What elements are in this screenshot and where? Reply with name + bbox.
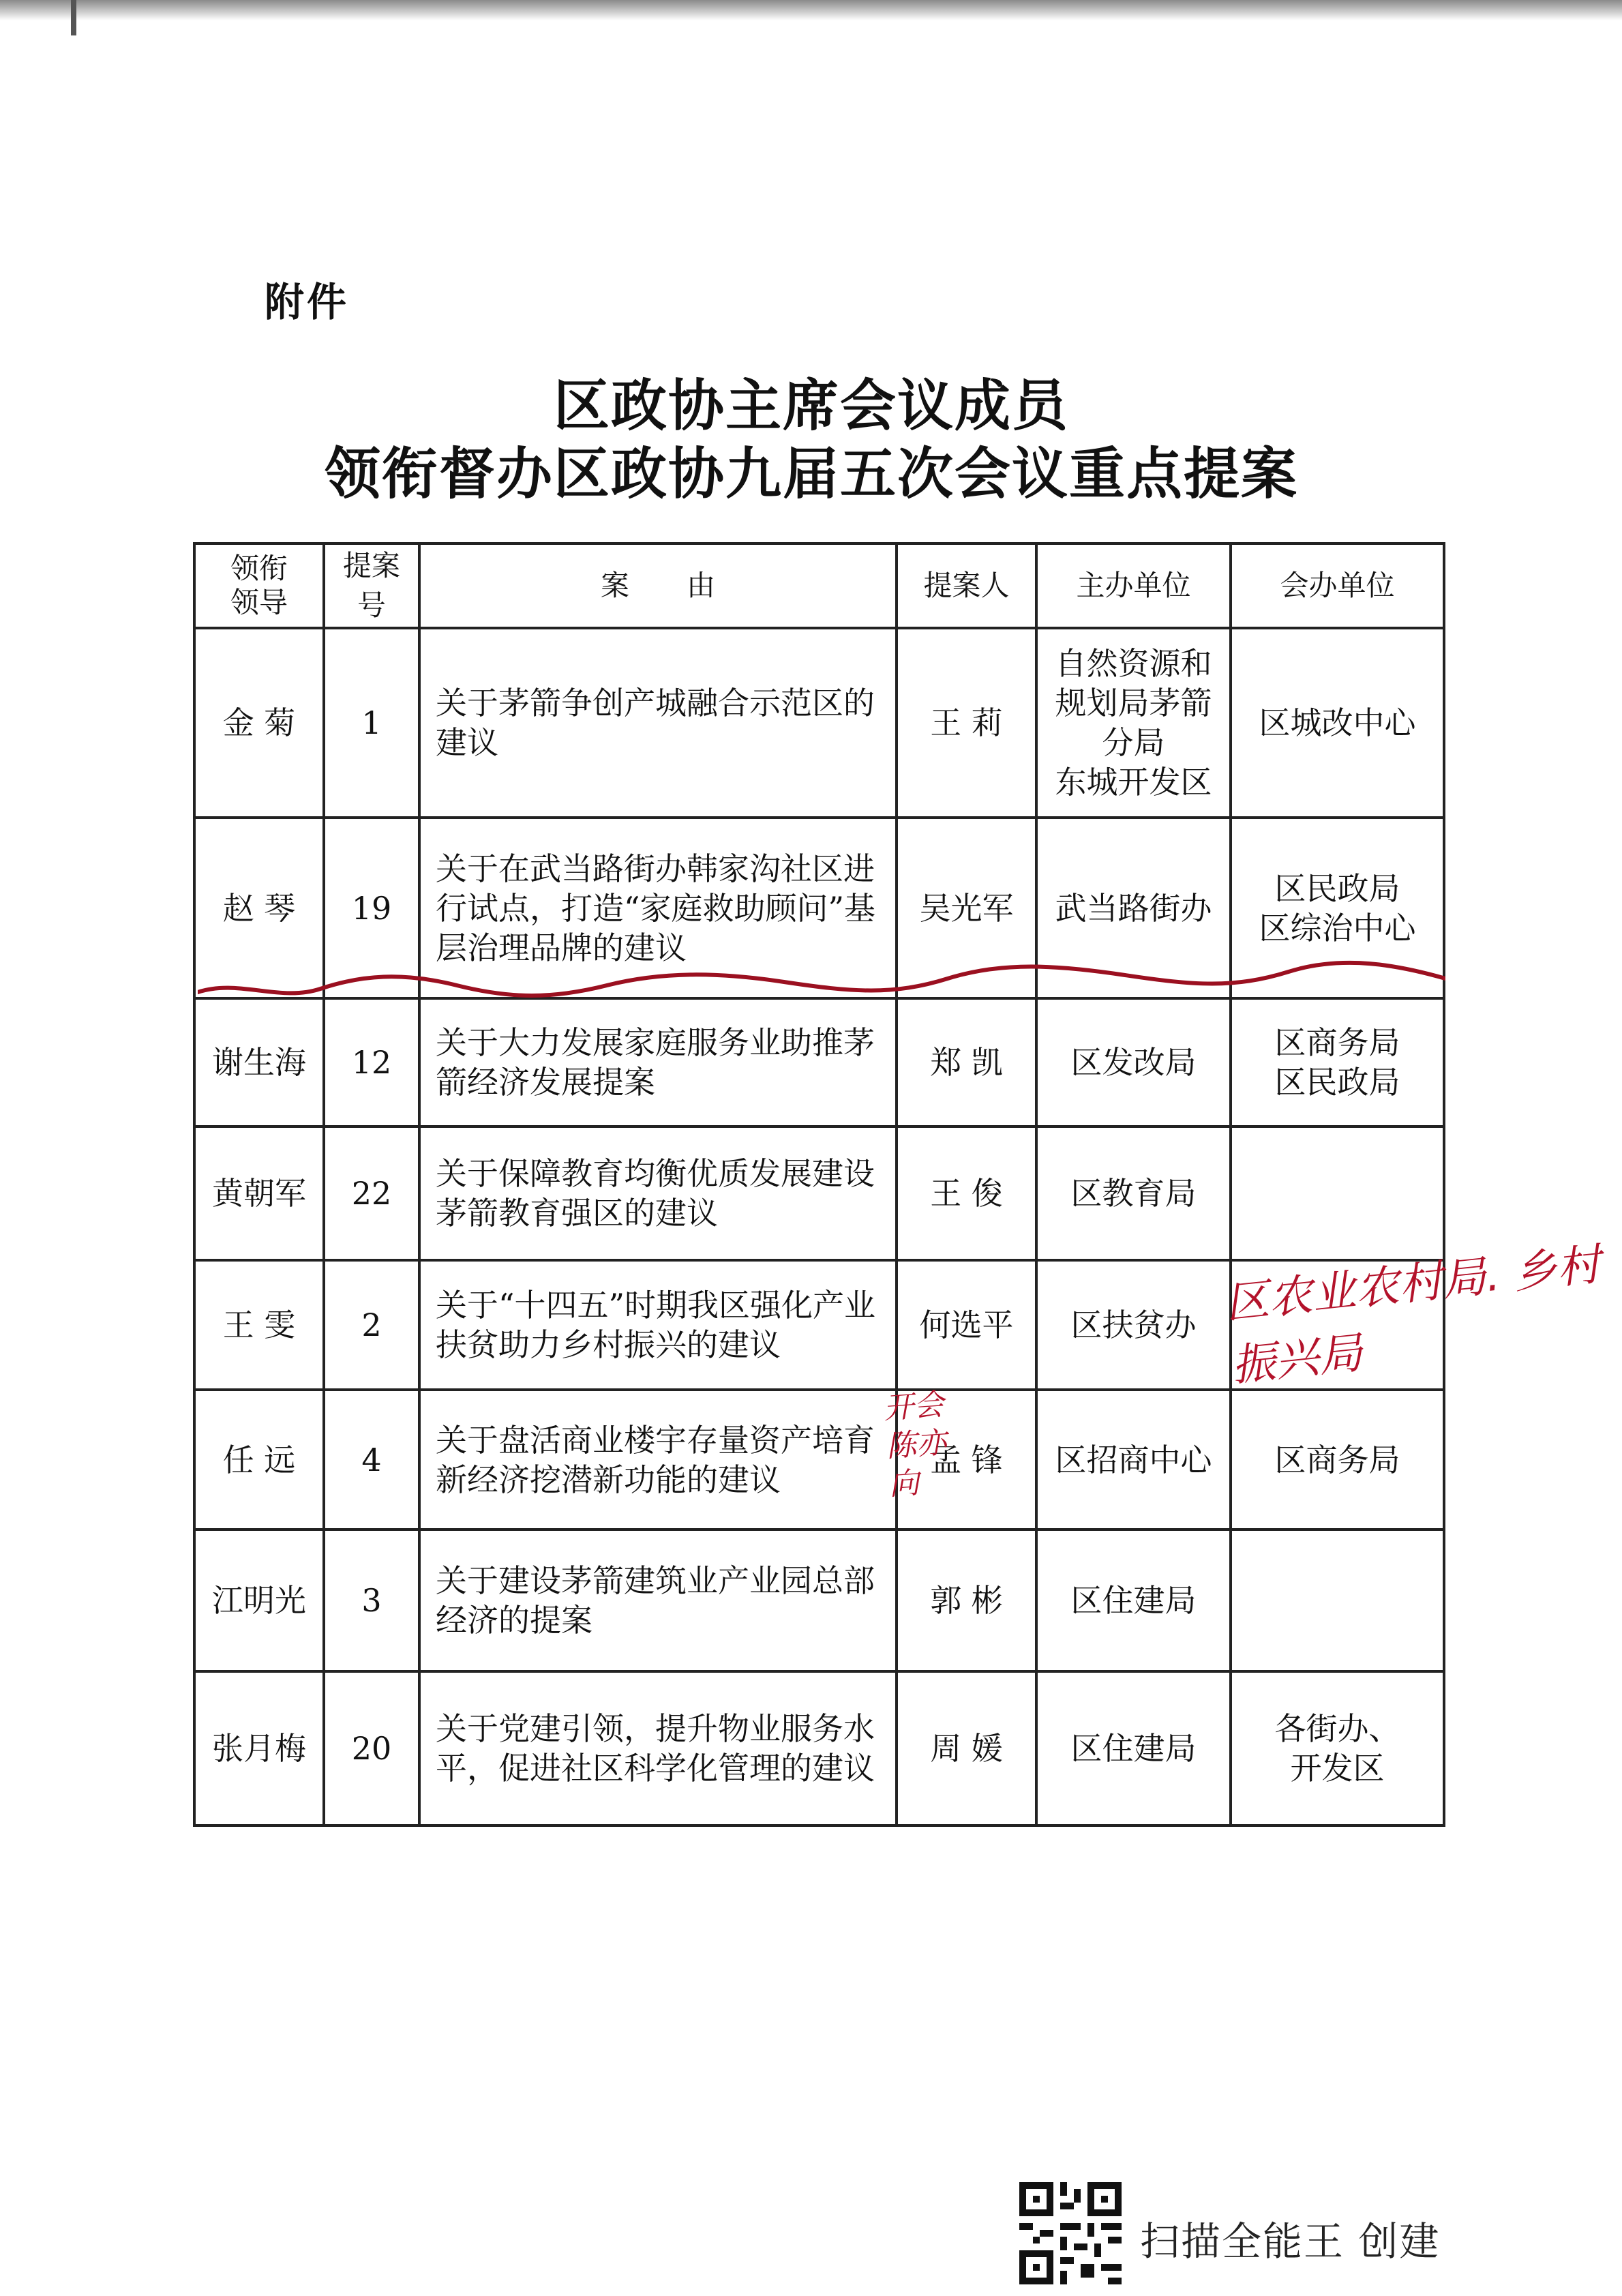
cell-proposal-no: 1 bbox=[324, 628, 419, 818]
cell-leader: 黄朝军 bbox=[194, 1127, 324, 1260]
cell-co-unit bbox=[1231, 1260, 1444, 1390]
cell-reason: 关于大力发展家庭服务业助推茅箭经济发展提案 bbox=[419, 998, 897, 1127]
handwritten-note-co-unit: 区农业农村局. 乡村振兴局 bbox=[1222, 1239, 1603, 1392]
qr-code-icon bbox=[1019, 2182, 1122, 2284]
header-proposer: 提案人 bbox=[897, 543, 1036, 628]
cell-co-unit: 各街办、 开发区 bbox=[1231, 1671, 1444, 1825]
cell-leader: 谢生海 bbox=[194, 998, 324, 1127]
handwritten-note-proposer: 开会 陈亦向 bbox=[882, 1387, 948, 1502]
table-row bbox=[194, 1390, 1444, 1530]
cell-proposer: 王 俊 bbox=[897, 1127, 1036, 1260]
cell-reason: 关于建设茅箭建筑业产业园总部经济的提案 bbox=[419, 1530, 897, 1671]
cell-proposer: 周 媛 bbox=[897, 1671, 1036, 1825]
cell-reason: 关于在武当路街办韩家沟社区进行试点，打造“家庭救助顾问”基层治理品牌的建议 bbox=[419, 818, 897, 998]
cell-proposer: 吴光军 bbox=[897, 818, 1036, 998]
document-title-line-2: 领衔督办区政协九届五次会议重点提案 bbox=[324, 441, 1298, 507]
attachment-label: 附件 bbox=[265, 279, 350, 325]
cell-leader: 张月梅 bbox=[194, 1671, 324, 1825]
cell-lead-unit: 区教育局 bbox=[1036, 1127, 1231, 1260]
cell-leader: 金 菊 bbox=[194, 628, 324, 818]
cell-proposal-no: 2 bbox=[324, 1260, 419, 1390]
cell-proposal-no: 20 bbox=[324, 1671, 419, 1825]
table-row bbox=[194, 1530, 1444, 1671]
cell-lead-unit: 区住建局 bbox=[1036, 1671, 1231, 1825]
cell-co-unit: 区城改中心 bbox=[1231, 628, 1444, 818]
header-reason: 案 由 bbox=[419, 543, 897, 628]
cell-lead-unit: 自然资源和规划局茅箭分局 东城开发区 bbox=[1036, 628, 1231, 818]
cell-co-unit bbox=[1231, 1530, 1444, 1671]
cell-lead-unit: 区招商中心 bbox=[1036, 1390, 1231, 1530]
cell-proposer: 何选平 bbox=[897, 1260, 1036, 1390]
cell-proposal-no: 19 bbox=[324, 818, 419, 998]
scan-edge-mark bbox=[71, 0, 76, 35]
cell-co-unit bbox=[1231, 1127, 1444, 1260]
cell-leader: 赵 琴 bbox=[194, 818, 324, 998]
cell-co-unit: 区商务局 bbox=[1231, 1390, 1444, 1530]
table-row bbox=[194, 1127, 1444, 1260]
cell-leader: 任 远 bbox=[194, 1390, 324, 1530]
cell-lead-unit: 区发改局 bbox=[1036, 998, 1231, 1127]
cell-proposer: 孟 锋 bbox=[897, 1390, 1036, 1530]
cell-leader: 王 雯 bbox=[194, 1260, 324, 1390]
cell-proposal-no: 22 bbox=[324, 1127, 419, 1260]
cell-reason: 关于保障教育均衡优质发展建设茅箭教育强区的建议 bbox=[419, 1127, 897, 1260]
header-co-unit: 会办单位 bbox=[1231, 543, 1444, 628]
cell-co-unit: 区商务局 区民政局 bbox=[1231, 998, 1444, 1127]
cell-proposer: 郑 凯 bbox=[897, 998, 1036, 1127]
cell-proposer: 王 莉 bbox=[897, 628, 1036, 818]
table-row bbox=[194, 628, 1444, 818]
cell-lead-unit: 武当路街办 bbox=[1036, 818, 1231, 998]
header-proposal-no: 提案号 bbox=[324, 543, 419, 628]
red-pen-underline bbox=[198, 951, 1445, 1006]
proposal-table bbox=[193, 542, 1445, 1827]
table-header-row bbox=[194, 543, 1444, 628]
cell-proposal-no: 4 bbox=[324, 1390, 419, 1530]
table-row bbox=[194, 998, 1444, 1127]
header-lead-unit: 主办单位 bbox=[1036, 543, 1231, 628]
table-row bbox=[194, 1260, 1444, 1390]
cell-proposal-no: 3 bbox=[324, 1530, 419, 1671]
cell-lead-unit: 区住建局 bbox=[1036, 1530, 1231, 1671]
cell-reason: 关于盘活商业楼宇存量资产培育新经济挖潜新功能的建议 bbox=[419, 1390, 897, 1530]
cell-reason: 关于党建引领，提升物业服务水平，促进社区科学化管理的建议 bbox=[419, 1671, 897, 1825]
cell-reason: 关于“十四五”时期我区强化产业扶贫助力乡村振兴的建议 bbox=[419, 1260, 897, 1390]
cell-co-unit: 区民政局 区综治中心 bbox=[1231, 818, 1444, 998]
cell-leader: 江明光 bbox=[194, 1530, 324, 1671]
header-leader: 领衔 领导 bbox=[194, 543, 324, 628]
scanner-watermark-label: 扫描全能王 创建 bbox=[1140, 2218, 1441, 2265]
document-title-line-1: 区政协主席会议成员 bbox=[553, 373, 1069, 438]
cell-proposal-no: 12 bbox=[324, 998, 419, 1127]
cell-reason: 关于茅箭争创产城融合示范区的建议 bbox=[419, 628, 897, 818]
cell-proposer: 郭 彬 bbox=[897, 1530, 1036, 1671]
table-row bbox=[194, 1671, 1444, 1825]
cell-lead-unit: 区扶贫办 bbox=[1036, 1260, 1231, 1390]
scan-edge-shadow bbox=[0, 0, 1622, 20]
